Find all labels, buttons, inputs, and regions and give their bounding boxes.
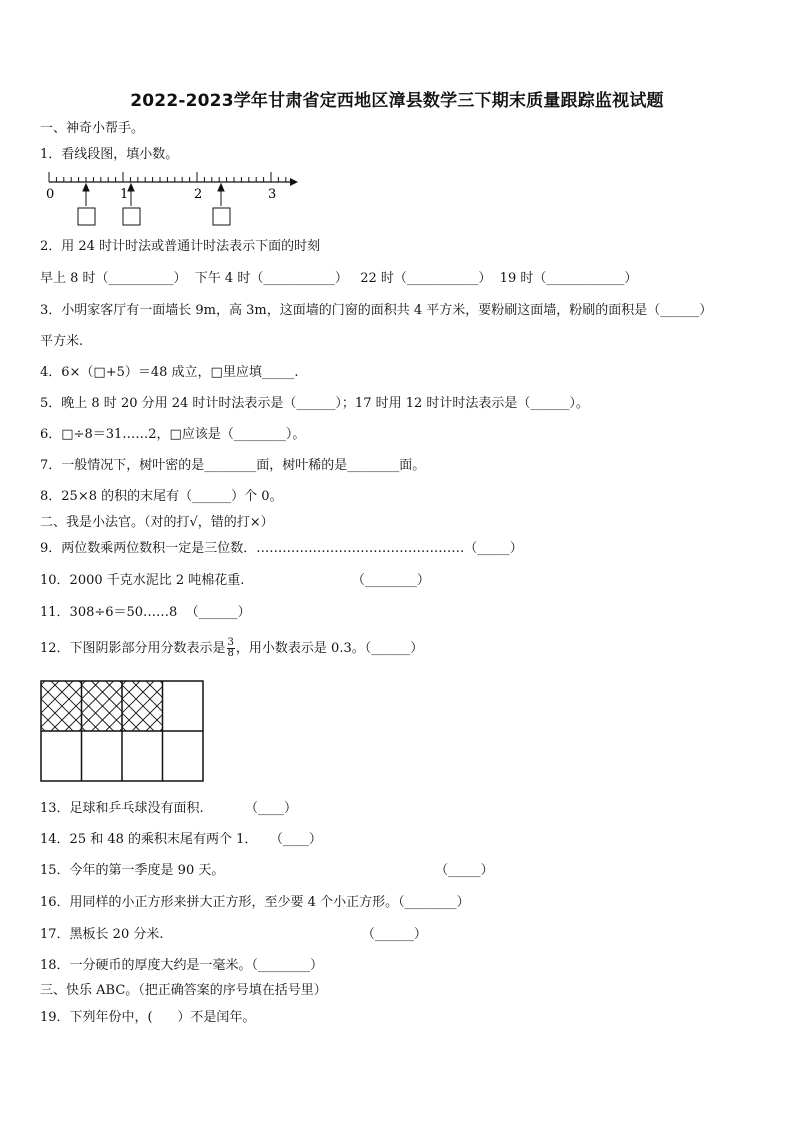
hatched-cells xyxy=(40,681,206,731)
question-13: 13．足球和乒乓球没有面积. （____） xyxy=(40,801,297,816)
answer-box-3[interactable] xyxy=(213,208,230,225)
question-5: 5．晚上 8 时 20 分用 24 时计时法表示是（______）；17 时用 12 时计时法表示是（______）。 xyxy=(40,396,589,411)
answer-pointer-1 xyxy=(83,184,89,206)
question-7: 7．一般情况下，树叶密的是________面，树叶稀的是________面。 xyxy=(40,458,426,473)
number-line-arrowhead xyxy=(290,178,298,186)
question-2: 2．用 24 时计时法或普通计时法表示下面的时刻 xyxy=(40,239,321,254)
number-line-figure xyxy=(44,168,304,230)
question-18: 18．一分硬币的厚度大约是一毫米。（________） xyxy=(40,958,324,973)
shaded-grid-figure xyxy=(40,680,206,782)
number-line-label-1: 1 xyxy=(120,187,129,202)
answer-box-2[interactable] xyxy=(123,208,140,225)
section-1-heading: 一、神奇小帮手。 xyxy=(40,121,145,136)
page-title: 2022-2023学年甘肃省定西地区漳县数学三下期末质量跟踪监视试题 xyxy=(130,91,664,111)
question-6: 6．□÷8＝31……2，□应该是（________）。 xyxy=(40,427,306,442)
number-line-label-0: 0 xyxy=(46,187,55,202)
question-4: 4．6×（□+5）＝48 成立，□里应填_____. xyxy=(40,365,299,380)
question-8: 8．25×8 的积的末尾有（______）个 0。 xyxy=(40,489,283,504)
question-12-suffix: ，用小数表示是 0.3。（______） xyxy=(235,641,424,656)
number-line-label-3: 3 xyxy=(268,187,277,202)
question-12-prefix: 12．下图阴影部分用分数表示是 xyxy=(40,641,226,656)
answer-box-1[interactable] xyxy=(78,208,95,225)
question-19: 19．下列年份中，( ）不是闰年。 xyxy=(40,1010,256,1025)
fraction-denominator: 8 xyxy=(227,648,234,659)
section-2-heading: 二、我是小法官。（对的打√，错的打×） xyxy=(40,515,274,530)
question-9: 9．两位数乘两位数积一定是三位数．…………………………………………（_____） xyxy=(40,541,523,556)
number-line-ticks xyxy=(49,172,286,182)
question-17: 17．黑板长 20 分米. （______） xyxy=(40,927,427,942)
answer-pointer-2 xyxy=(128,184,134,206)
question-3-line-2: 平方米. xyxy=(40,334,84,349)
fraction-numerator: 3 xyxy=(227,637,234,648)
question-3-line-1: 3．小明家客厅有一面墙长 9m，高 3m，这面墙的门窗的面积共 4 平方米，要粉刷这面墙，粉刷的面积是（______） xyxy=(40,303,713,318)
question-1: 1．看线段图，填小数。 xyxy=(40,147,179,162)
question-2-times-row: 早上 8 时（__________） 下午 4 时（___________） 22 时（___________） 19 时（____________） xyxy=(40,271,638,286)
question-16: 16．用同样的小正方形来拼大正方形，至少要 4 个小正方形。（________） xyxy=(40,895,470,910)
fraction-three-eighths xyxy=(227,638,235,659)
question-12 xyxy=(40,638,423,659)
section-3-heading: 三、快乐 ABC。（把正确答案的序号填在括号里） xyxy=(40,983,327,998)
hatched-cell xyxy=(62,681,206,731)
question-14: 14．25 和 48 的乘积末尾有两个 1． （____） xyxy=(40,832,322,847)
question-10: 10．2000 千克水泥比 2 吨棉花重. （________） xyxy=(40,573,430,588)
question-15: 15．今年的第一季度是 90 天。 （_____） xyxy=(40,863,494,878)
number-line-label-2: 2 xyxy=(194,187,203,202)
answer-pointer-3 xyxy=(218,184,224,206)
question-11: 11．308÷6＝50……8 （______） xyxy=(40,605,251,620)
